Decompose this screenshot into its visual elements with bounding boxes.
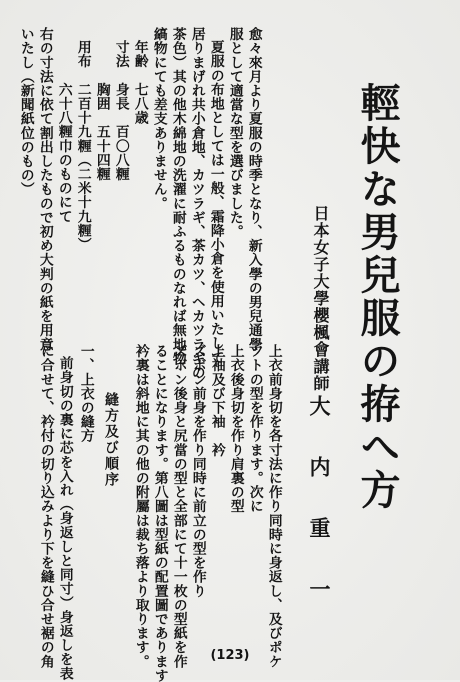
text-line: 胸囲 五十四糎: [93, 40, 110, 181]
text-line: 上衣前身切を各寸法に作り同時に身返し、及びポケ: [265, 344, 282, 669]
text-line: 前身切の裏に芯を入れ（身返しと同寸）身返しを表: [56, 356, 73, 681]
text-line: いたし（新聞紙位のもの）: [17, 27, 34, 197]
text-line: 愈々來月より夏服の時季となり、新入學の男兒通學: [245, 27, 262, 352]
author-affiliation: 日本女子大學櫻楓會講師: [311, 205, 330, 392]
page-number: (123): [210, 648, 250, 663]
text-line: 六十八糎巾のものにて: [55, 40, 72, 224]
text-line: ツトの型を作ります。次に: [246, 344, 263, 514]
text-line: ズボン前身を作り同時に前立の型を作り: [189, 344, 206, 598]
text-line: 茶色）其の他木綿地の洗濯に耐ふるものなれば無地物: [169, 27, 186, 366]
text-line: 居りまげれ共小倉地、カツラギ、茶カツ、ヘカツラギの: [188, 27, 205, 380]
text-line: 右の寸法に依て割出したもので初め大判の紙を用意: [36, 27, 53, 352]
text-line: 衿裏は斜地に其の他の附屬は裁ち落より取ります。: [132, 344, 149, 669]
text-line: 服として適當な型を選びました。: [226, 27, 243, 239]
text-line: 用布 二百十九糎（二米十九糎）: [74, 40, 91, 252]
text-line: ることになります。第八圖は型紙の配置圖であります: [151, 344, 168, 682]
section-heading: 縫方及び順序: [103, 392, 119, 488]
numbered-item: 一、上衣の縫方: [77, 344, 94, 443]
text-line: 縞物にても差支ありません。: [150, 27, 167, 211]
text-line: 年齢 七八歳: [131, 40, 148, 125]
article-title: 輕快な男兒服の拵へ方: [354, 82, 401, 512]
text-line: 寸法 身長 百〇八糎: [112, 40, 129, 181]
text-line: に合せて、衿付の切り込みより下を縫ひ合せ裾の角: [37, 344, 54, 669]
text-line: ズボン後身と尻當の型と全部にて十一枚の型紙を作: [170, 344, 187, 669]
author-name: 大内重一: [307, 395, 332, 639]
text-line: 夏服の布地としては一般、霜降小倉を使用いたして: [207, 40, 224, 365]
text-line: 上袖及び下袖 衿: [208, 344, 225, 457]
text-line: 上衣後身切を作り肩裏の型: [227, 344, 244, 514]
